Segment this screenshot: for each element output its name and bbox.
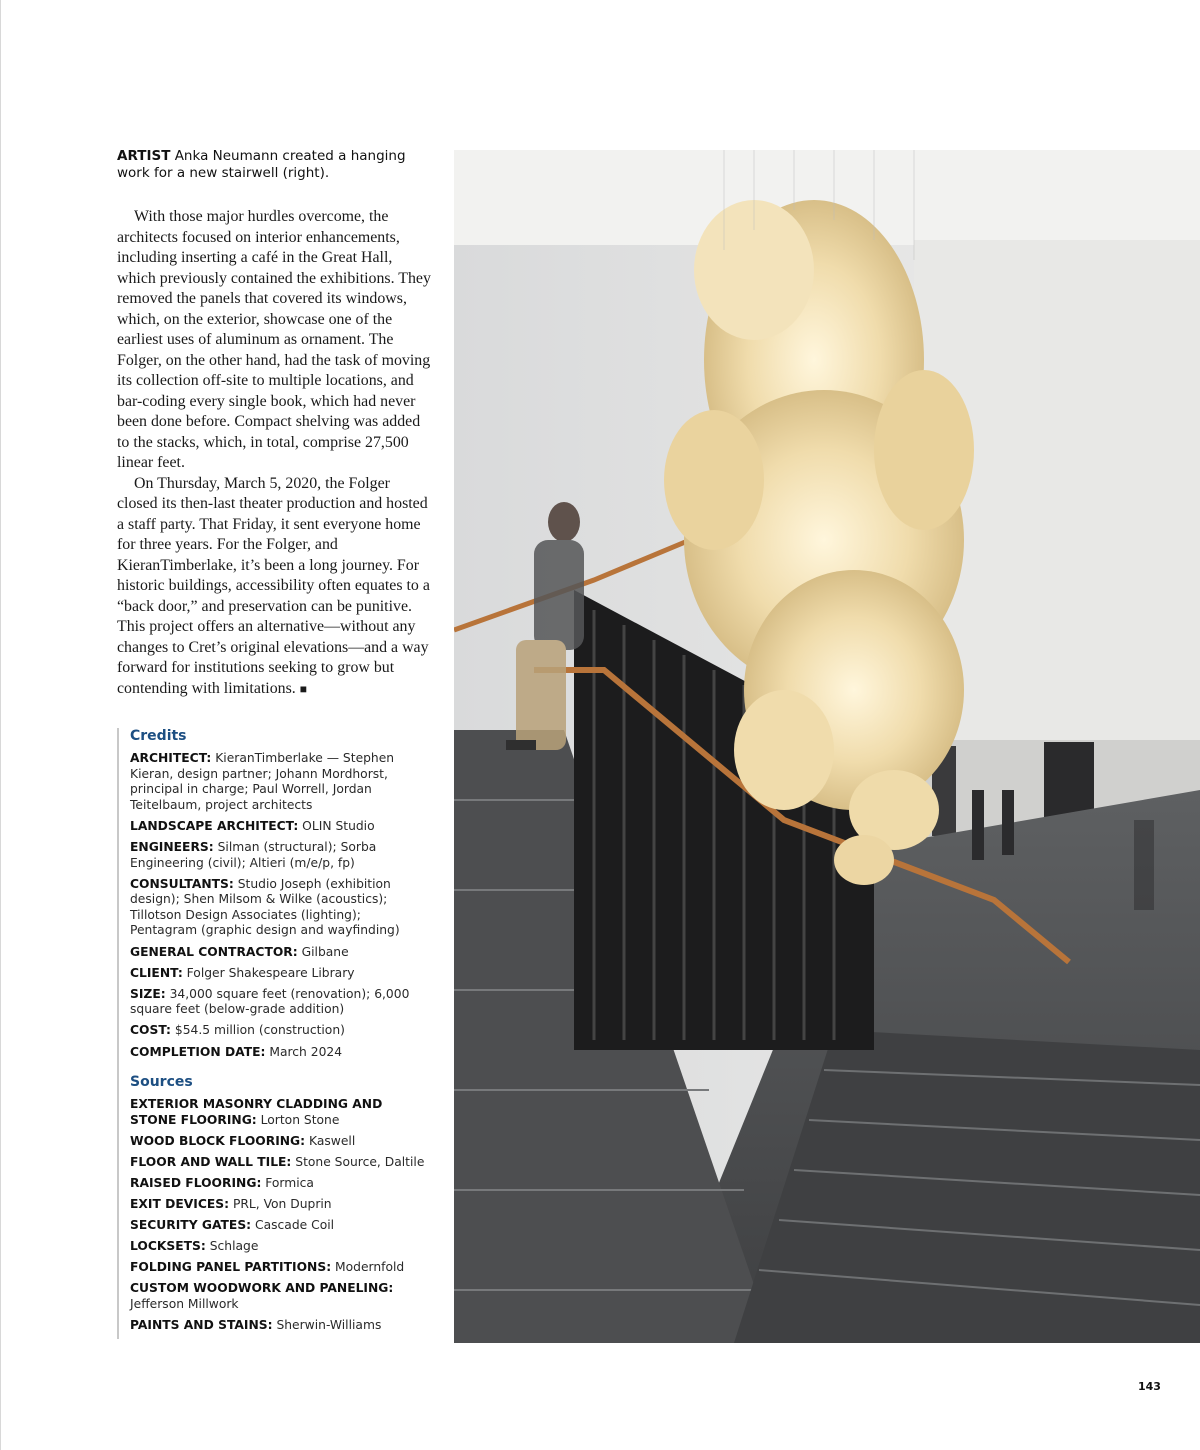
credit-entry [130, 987, 430, 1018]
source-entry [130, 1281, 430, 1312]
credit-label: SIZE: [130, 986, 166, 1001]
sources-heading: Sources [130, 1074, 193, 1091]
source-entry [130, 1260, 430, 1276]
source-entry [130, 1097, 430, 1128]
source-entry [130, 1239, 430, 1255]
source-label: RAISED FLOORING: [130, 1175, 262, 1190]
page-edge-line [0, 0, 1, 1450]
source-label: SECURITY GATES: [130, 1218, 252, 1233]
source-entry [130, 1197, 430, 1213]
source-value: Modernfold [331, 1260, 405, 1275]
source-entry [130, 1155, 430, 1171]
credit-value: Gilbane [297, 944, 349, 959]
credit-value: $54.5 million (construction) [170, 1023, 345, 1038]
article-paragraph-2-text: On Thursday, March 5, 2020, the Folger closed its then-last theater production and hosted a staff party. That Friday, it sent everyone home for three years. For the Folger, and KieranTimberlake, it’s been a long journey. For historic buildings, accessibility often equates to a “back door,” and preservation can be punitive. This project offers an alternative—without any changes to Cret’s original elevations—and a way forward for institutions seeking to grow but contending with limitations. [117, 474, 430, 697]
source-value: Formica [261, 1175, 314, 1190]
source-label: EXTERIOR MASONRY CLADDING AND STONE FLOORING: [130, 1097, 383, 1127]
source-label: PAINTS AND STAINS: [130, 1318, 273, 1333]
credit-value: KieranTimberlake — Stephen Kieran, design partner; Johann Mordhorst, principal in charge; Paul Worrell, Jordan Teitelbaum, project architects [130, 751, 395, 812]
article-paragraph-2 [117, 474, 432, 700]
credit-value: Silman (structural); Sorba Engineering (civil); Altieri (m/e/p, fp) [130, 839, 377, 870]
stairwell-photo [454, 150, 1200, 1343]
source-value: Schlage [205, 1239, 259, 1254]
source-value: Jefferson Millwork [130, 1297, 239, 1312]
source-label: LOCKSETS: [130, 1239, 206, 1254]
source-label: CUSTOM WOODWORK AND PANELING: [130, 1281, 394, 1296]
source-label: EXIT DEVICES: [130, 1197, 230, 1212]
source-entry [130, 1318, 430, 1334]
credit-entry [130, 819, 430, 835]
credit-label: GENERAL CONTRACTOR: [130, 944, 298, 959]
stairwell-photo-illustration [454, 150, 1200, 1343]
credit-label: ARCHITECT: [130, 751, 212, 765]
credit-label: CONSULTANTS: [130, 876, 234, 891]
credit-label: LANDSCAPE ARCHITECT: [130, 818, 299, 833]
source-value: Lorton Stone [256, 1112, 340, 1127]
credits-list [130, 751, 430, 1060]
source-value: Cascade Coil [251, 1218, 335, 1233]
credit-label: CLIENT: [130, 965, 183, 980]
credit-label: ENGINEERS: [130, 839, 214, 854]
source-entry [130, 1176, 430, 1192]
end-mark: ■ [299, 681, 307, 696]
credits-sidebar [117, 728, 430, 1339]
caption-label: ARTIST [117, 148, 171, 164]
source-value: Sherwin-Williams [272, 1318, 382, 1333]
credit-entry [130, 877, 430, 939]
article-paragraph-1: With those major hurdles overcome, the architects focused on interior enhancements, including inserting a café in the Great Hall, which previously contained the exhibitions. They removed the panels that covered its windows, which, on the exterior, showcase one of the earliest uses of aluminum as ornament. The Folger, on the other hand, had the task of moving its collection off-site to multiple locations, and bar-coding every single book, which had never been done before. Compact shelving was added to the stacks, which, in total, comprise 27,500 linear feet. [117, 208, 431, 471]
credit-value: March 2024 [265, 1044, 343, 1059]
page-number: 143 [1138, 1380, 1161, 1393]
source-value: PRL, Von Duprin [229, 1197, 332, 1212]
credit-entry [130, 751, 430, 813]
credit-value: OLIN Studio [298, 818, 375, 833]
source-label: WOOD BLOCK FLOORING: [130, 1133, 306, 1148]
credit-entry [130, 966, 430, 982]
caption-text: Anka Neumann created a hanging work for a new stairwell (right). [117, 148, 406, 181]
source-label: FLOOR AND WALL TILE: [130, 1154, 292, 1169]
article-body [117, 207, 432, 699]
credits-heading: Credits [130, 728, 187, 744]
credit-value: 34,000 square feet (renovation); 6,000 square feet (below-grade addition) [130, 986, 410, 1017]
credit-value: Folger Shakespeare Library [182, 965, 355, 980]
credit-entry [130, 1023, 430, 1039]
source-entry [130, 1218, 430, 1234]
credit-label: COMPLETION DATE: [130, 1044, 266, 1059]
credit-entry [130, 840, 430, 871]
credit-label: COST: [130, 1023, 171, 1038]
credit-entry [130, 1045, 430, 1061]
source-value: Kaswell [305, 1133, 356, 1148]
credit-value: Studio Joseph (exhibition design); Shen Milsom & Wilke (acoustics); Tillotson Design Associates (lighting); Pentagram (graphic design and wayfinding) [130, 876, 400, 938]
source-value: Stone Source, Daltile [291, 1154, 425, 1169]
photo-caption [117, 148, 437, 182]
credit-entry [130, 945, 430, 961]
source-label: FOLDING PANEL PARTITIONS: [130, 1260, 332, 1275]
sources-list [130, 1097, 430, 1334]
source-entry [130, 1134, 430, 1150]
